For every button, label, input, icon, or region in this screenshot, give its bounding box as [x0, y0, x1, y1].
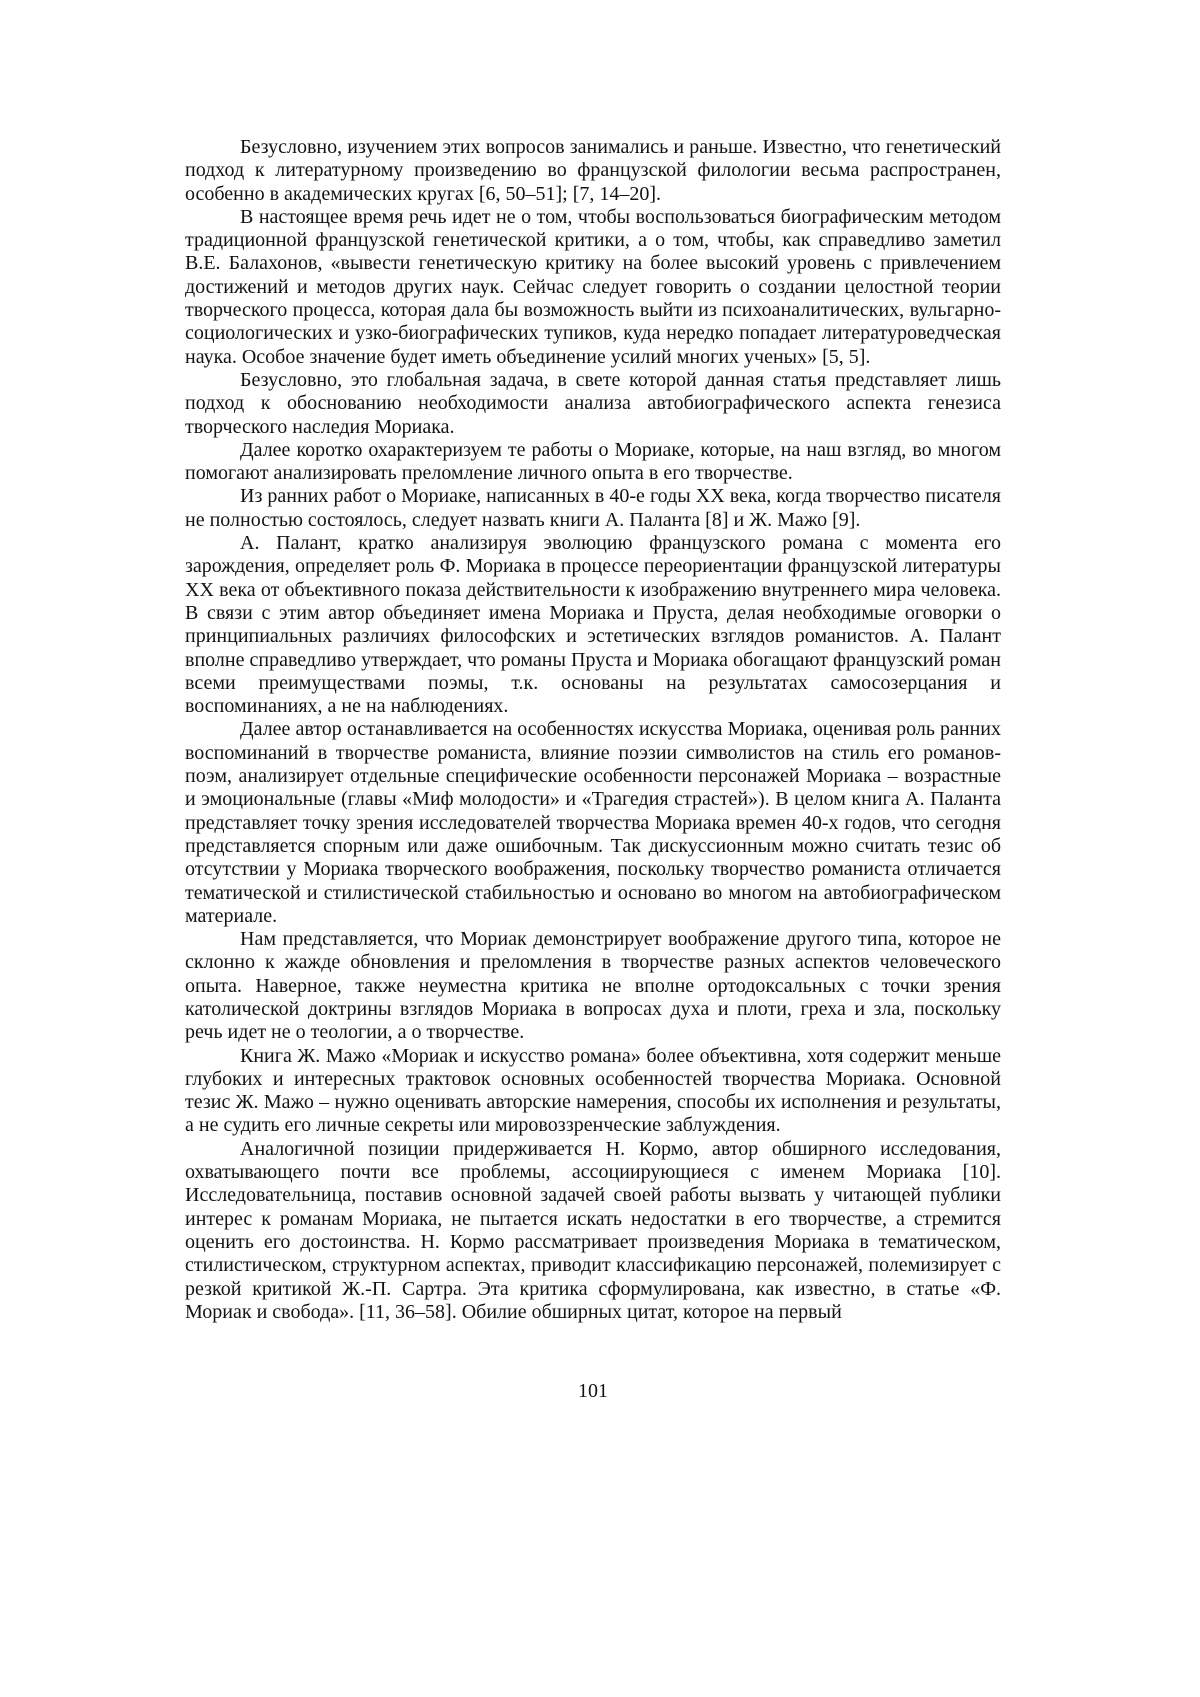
- paragraph: Далее коротко охарактеризуем те работы о Мориаке, которые, на наш взгляд, во многом помогают анализировать преломление личного опыта в его творчестве.: [185, 438, 1001, 485]
- paragraph: В настоящее время речь идет не о том, чтобы воспользоваться биографическим методом традиционной французской генетической критики, а о том, чтобы, как справедливо заметил В.Е. Балахонов, «вывести генетическую критику на более высокий уровень с привлечением достижений и методов других наук. Сейчас следует говорить о создании целостной теории творческого процесса, которая дала бы возможность выйти из психоаналитических, вульгарно-социологических и узко-биографических тупиков, куда нередко попадает литературоведческая наука. Особое значение будет иметь объединение усилий многих ученых» [5, 5].: [185, 205, 1001, 368]
- paragraph: Аналогичной позиции придерживается Н. Кормо, автор обширного исследования, охватывающего почти все проблемы, ассоциирующиеся с именем Мориака [10]. Исследовательница, поставив основной задачей своей работы вызвать у читающей публики интерес к романам Мориака, не пытается искать недостатки в его творчестве, а стремится оценить его достоинства. Н. Кормо рассматривает произведения Мориака в тематическом, стилистическом, структурном аспектах, приводит классификацию персонажей, полемизирует с резкой критикой Ж.-П. Сартра. Эта критика сформулирована, как известно, в статье «Ф. Мориак и свобода». [11, 36–58]. Обилие обширных цитат, которое на первый: [185, 1137, 1001, 1323]
- paragraph: Безусловно, изучением этих вопросов занимались и раньше. Известно, что генетический подход к литературному произведению во французской филологии весьма распространен, особенно в академических кругах [6, 50–51]; [7, 14–20].: [185, 136, 1001, 205]
- paragraph: Безусловно, это глобальная задача, в свете которой данная статья представляет лишь подход к обоснованию необходимости анализа автобиографического аспекта генезиса творческого наследия Мориака.: [185, 368, 1001, 438]
- paragraph: Книга Ж. Мажо «Мориак и искусство романа» более объективна, хотя содержит меньше глубоких и интересных трактовок основных особенностей творчества Мориака. Основной тезис Ж. Мажо – нужно оценивать авторские намерения, способы их исполнения и результаты, а не судить его личные секреты или мировоззренческие заблуждения.: [185, 1044, 1001, 1137]
- paragraph: Нам представляется, что Мориак демонстрирует воображение другого типа, которое не склонно к жажде обновления и преломления в творчестве разных аспектов человеческого опыта. Наверное, также неуместна критика не вполне ортодоксальных с точки зрения католической доктрины взглядов Мориака в вопросах духа и плоти, греха и зла, поскольку речь идет не о теологии, а о творчестве.: [185, 928, 1001, 1044]
- page-text-block: [185, 136, 1001, 1324]
- page-number: 101: [578, 1380, 608, 1402]
- paragraph: А. Палант, кратко анализируя эволюцию французского романа с момента его зарождения, определяет роль Ф. Мориака в процессе переориентации французской литературы XX века от объективного показа действительности к изображению внутреннего мира человека. В связи с этим автор объединяет имена Мориака и Пруста, делая необходимые оговорки о принципиальных различиях философских и эстетических взглядов романистов. А. Палант вполне справедливо утверждает, что романы Пруста и Мориака обогащают французский роман всеми преимуществами поэмы, т.к. основаны на результатах самосозерцания и воспоминаниях, а не на наблюдениях.: [185, 532, 1001, 718]
- paragraph: Из ранних работ о Мориаке, написанных в 40-е годы XX века, когда творчество писателя не полностью состоялось, следует назвать книги А. Паланта [8] и Ж. Мажо [9].: [185, 485, 1001, 531]
- paragraph: Далее автор останавливается на особенностях искусства Мориака, оценивая роль ранних воспоминаний в творчестве романиста, влияние поэзии символистов на стиль его романов-поэм, анализирует отдельные специфические особенности персонажей Мориака – возрастные и эмоциональные (главы «Миф молодости» и «Трагедия страстей»). В целом книга А. Паланта представляет точку зрения исследователей творчества Мориака времен 40-х годов, что сегодня представляется спорным или даже ошибочным. Так дискуссионным можно считать тезис об отсутствии у Мориака творческого воображения, поскольку творчество романиста отличается тематической и стилистической стабильностью и основано во многом на автобиографическом материале.: [185, 718, 1001, 927]
